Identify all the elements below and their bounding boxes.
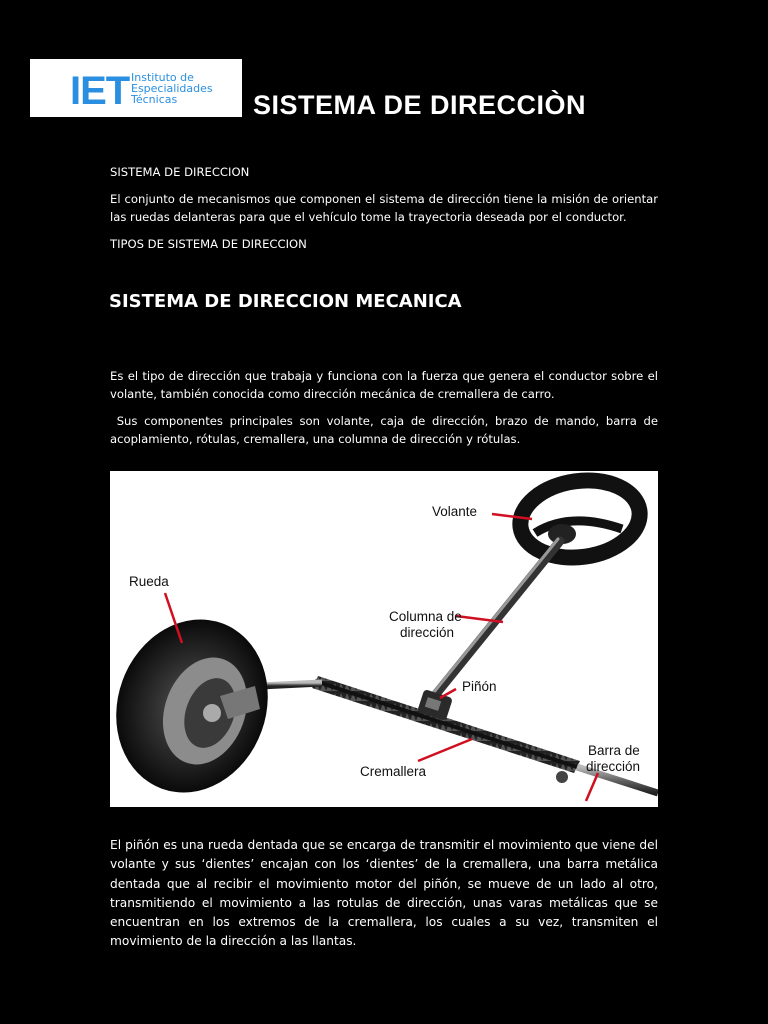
document-title: SISTEMA DE DIRECCIÒN <box>253 90 587 120</box>
label-volante: Volante <box>432 504 478 519</box>
paragraph-pinion: El piñón es una rueda dentada que se encarga de transmitir el movimiento que viene del volante y sus ‘dientes’ encajan con los ‘dientes’ de la cremallera, una barra metálica dentada que al recibir el movimiento motor del piñón, se mueve de un lado al otro, transmitiendo el movimiento a las rotulas de dirección, unas varas metálicas que se encuentran en los extremos de la cremallera, los cuales a su vez, transmiten el movimiento de la dirección a las llantas. <box>110 838 658 949</box>
label-cremallera: Cremallera <box>360 764 427 779</box>
steering-diagram-svg <box>110 471 658 807</box>
label-barra-2: dirección <box>586 759 641 774</box>
label-barra-1: Barra de <box>588 743 640 758</box>
logo-line-1: Instituto de <box>131 71 194 84</box>
section-heading: SISTEMA DE DIRECCION MECANICA <box>109 291 462 312</box>
label-columna-2: dirección <box>400 625 455 640</box>
label-rueda: Rueda <box>129 574 169 589</box>
subtitle: SISTEMA DE DIRECCION <box>110 165 250 179</box>
institute-logo <box>30 59 242 117</box>
paragraph-components: Sus componentes principales son volante, caja de dirección, brazo de mando, barra de acoplamiento, rótulas, cremallera, una columna de dirección y rótulas. <box>110 414 662 446</box>
intro-paragraph: El conjunto de mecanismos que componen el sistema de dirección tiene la misión de orientar las ruedas delanteras para que el vehículo tome la trayectoria deseada por el conductor. <box>110 192 658 224</box>
label-pinon: Piñón <box>462 679 497 694</box>
logo-mark: IET <box>70 69 130 113</box>
wheel <box>110 598 292 807</box>
tie-rod <box>260 683 322 686</box>
types-heading: TIPOS DE SISTEMA DE DIRECCION <box>110 237 307 251</box>
steering-wheel <box>515 473 644 565</box>
logo-line-3: Técnicas <box>131 93 178 106</box>
logo-line-2: Especialidades <box>131 82 213 95</box>
paragraph-definition: Es el tipo de dirección que trabaja y funciona con la fuerza que genera el conductor sobre el volante, también conocida como dirección mecánica de cremallera de carro. <box>110 369 658 401</box>
logo-text <box>131 72 213 105</box>
label-columna-1: Columna de <box>389 609 462 624</box>
steering-diagram <box>110 471 658 807</box>
